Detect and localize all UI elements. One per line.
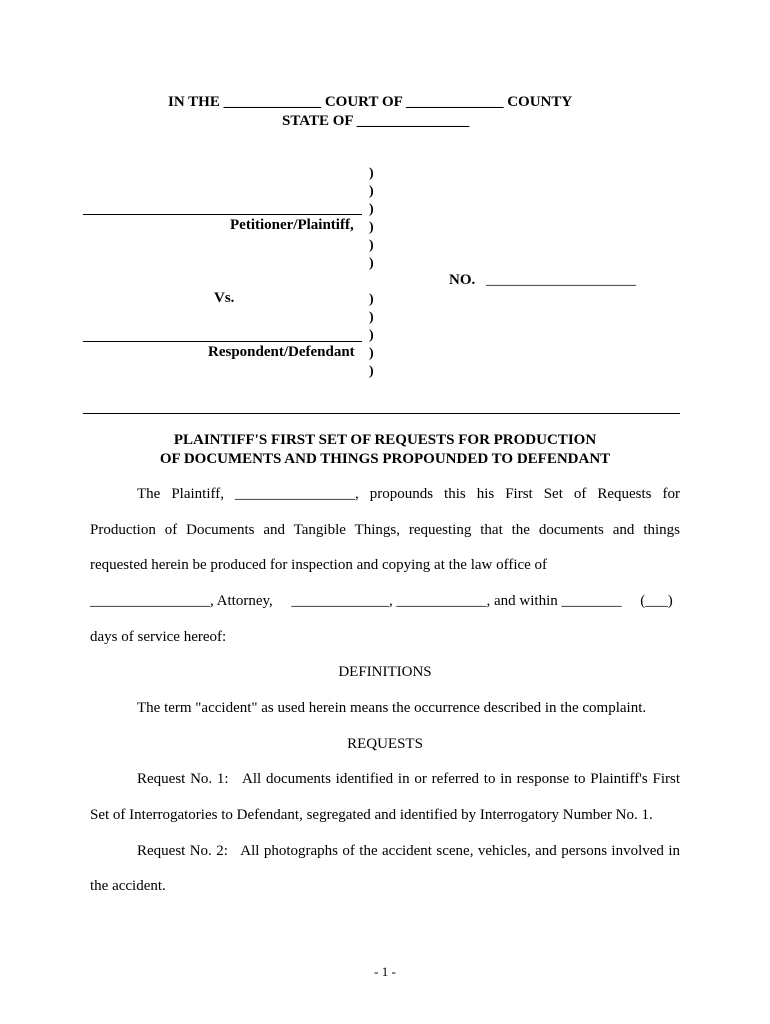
respondent-name-line (83, 341, 362, 342)
vs-label: Vs. (214, 290, 235, 306)
request-2-line-2: the accident. (90, 878, 166, 894)
caption-paren: ) (369, 346, 374, 361)
caption-paren: ) (369, 202, 374, 217)
request-2-line-1: Request No. 2: All photographs of the accident scene, vehicles, and persons involved in (137, 843, 680, 859)
respondent-label: Respondent/Defendant (208, 344, 355, 360)
intro-line-5: days of service hereof: (90, 629, 227, 645)
petitioner-label: Petitioner/Plaintiff, (230, 217, 354, 233)
caption-paren: ) (369, 184, 374, 199)
case-number-label: NO. (449, 272, 476, 288)
caption-paren: ) (369, 364, 374, 379)
caption-separator (83, 413, 680, 414)
document-title-line2: OF DOCUMENTS AND THINGS PROPOUNDED TO DEFENDANT (159, 451, 611, 467)
requests-heading: REQUESTS (347, 736, 423, 752)
court-line: IN THE _____________ COURT OF _____________ COUNTY (168, 94, 573, 110)
caption-paren: ) (369, 310, 374, 325)
intro-line-3: requested herein be produced for inspection and copying at the law office of (90, 557, 548, 573)
case-number-blank: ____________________ (486, 272, 636, 288)
intro-line-2: Production of Documents and Tangible Things, requesting that the documents and things (90, 522, 680, 538)
request-1-line-1: Request No. 1: All documents identified in or referred to in response to Plaintiff's First (137, 771, 680, 787)
caption-paren: ) (369, 256, 374, 271)
caption-paren: ) (369, 238, 374, 253)
caption-paren: ) (369, 328, 374, 343)
definition-accident: The term "accident" as used herein means the occurrence described in the complaint. (137, 700, 647, 716)
caption-paren: ) (369, 292, 374, 307)
request-1-line-2: Set of Interrogatories to Defendant, segregated and identified by Interrogatory Number No. 1. (90, 807, 653, 823)
state-line: STATE OF _______________ (282, 113, 470, 129)
page-number: - 1 - (374, 964, 396, 979)
intro-line-4: ________________, Attorney, _____________, ____________, and within ________ (___) (90, 593, 673, 609)
definitions-heading: DEFINITIONS (338, 664, 432, 680)
caption-paren: ) (369, 220, 374, 235)
petitioner-name-line (83, 214, 362, 215)
caption-paren: ) (369, 166, 374, 181)
intro-line-1: The Plaintiff, ________________, propounds this his First Set of Requests for (137, 486, 680, 502)
document-title-line1: PLAINTIFF'S FIRST SET OF REQUESTS FOR PRODUCTION (173, 432, 597, 448)
